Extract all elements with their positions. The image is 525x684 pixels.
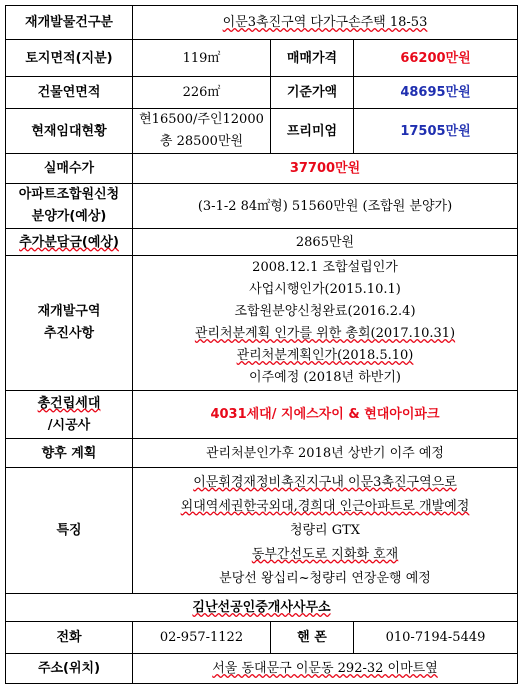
mobile-label: 핸 폰 <box>271 622 354 654</box>
apt-price-label-line2: 분양가(예상) <box>31 209 107 224</box>
apt-price-label <box>6 184 133 229</box>
building-area-label: 건물연면적 <box>6 77 133 109</box>
agency-name <box>6 594 518 622</box>
extra-charge-value: 2865만원 <box>133 229 518 256</box>
actual-cost-label: 실매수가 <box>6 154 133 184</box>
feature-item-text: 이문휘경재정비촉진지구내 이문3촉진구역으로 <box>193 474 457 490</box>
row-lease <box>6 109 518 154</box>
sale-price-value: 66200만원 <box>354 40 518 77</box>
plan-value: 관리처분인가후 2018년 상반기 이주 예정 <box>133 439 518 468</box>
premium-label: 프리미엄 <box>271 109 354 154</box>
address-label: 주소(위치) <box>6 654 133 684</box>
progress-list <box>133 256 518 391</box>
lease-line1: 현16500/주인12000 <box>139 112 264 127</box>
actual-cost-value: 37700만원 <box>133 154 518 184</box>
plan-label: 향후 계획 <box>6 439 133 468</box>
row-actual-cost <box>6 154 518 184</box>
phone-value[interactable]: 02-957-1122 <box>133 622 271 654</box>
progress-label-line2: 추진사항 <box>43 326 95 341</box>
row-property-type <box>6 6 518 40</box>
progress-item <box>135 323 515 345</box>
feature-item <box>135 495 515 519</box>
property-type-value <box>133 6 518 40</box>
feature-item: 분당선 왕십리~청량리 연장운행 예정 <box>219 570 431 586</box>
progress-item: 사업시행인가(2015.10.1) <box>249 282 401 297</box>
lease-value <box>133 109 271 154</box>
progress-label-line1: 재개발구역 <box>37 304 101 319</box>
property-type-label: 재개발물건구분 <box>6 6 133 40</box>
progress-label <box>6 256 133 391</box>
building-area-value: 226㎡ <box>133 77 271 109</box>
row-building-area <box>6 77 518 109</box>
base-price-label: 기준가액 <box>271 77 354 109</box>
apt-price-label-line1: 아파트조합원신청 <box>18 187 120 202</box>
row-plan <box>6 439 518 468</box>
sale-price-label: 매매가격 <box>271 40 354 77</box>
households-label-line1-text: 총건립세대 <box>37 395 101 411</box>
property-type-text: 이문3촉진구역 다가구손주택 18-53 <box>222 15 428 30</box>
extra-charge-label-text: 추가분담금(예상) <box>19 234 119 250</box>
progress-item: 조합원분양신청완료(2016.2.4) <box>234 304 416 319</box>
premium-value: 17505만원 <box>354 109 518 154</box>
progress-item: 이주예정 (2018년 하반기) <box>249 370 401 385</box>
row-extra-charge <box>6 229 518 256</box>
row-phone <box>6 622 518 654</box>
mobile-value[interactable]: 010-7194-5449 <box>354 622 518 654</box>
progress-item-text: 관리처분계획인가(2018.5.10) <box>236 348 414 363</box>
lease-line2: 총 28500만원 <box>159 134 244 149</box>
households-value: 4031세대/ 지에스자이 & 현대아이파크 <box>133 391 518 439</box>
feature-item: 청량리 GTX <box>289 522 361 538</box>
row-progress <box>6 256 518 391</box>
row-households <box>6 391 518 439</box>
row-apt-price <box>6 184 518 229</box>
households-label-line2: /시공사 <box>47 417 91 433</box>
row-agency <box>6 594 518 622</box>
row-land-area <box>6 40 518 77</box>
feature-item-text: 외대역세권한국외대,경희대 인근아파트로 개발예정 <box>180 498 470 514</box>
land-area-value: 119㎡ <box>133 40 271 77</box>
address-value <box>133 654 518 684</box>
progress-item: 2008.12.1 조합설립인가 <box>252 260 398 275</box>
row-address <box>6 654 518 684</box>
property-listing-table <box>5 5 518 684</box>
address-text: 서울 동대문구 이문동 292-32 이마트옆 <box>212 661 438 676</box>
base-price-value: 48695만원 <box>354 77 518 109</box>
feature-item-text: 동부간선도로 지화화 호재 <box>251 546 399 562</box>
features-label: 특징 <box>6 468 133 594</box>
phone-label: 전화 <box>6 622 133 654</box>
progress-item-text: 관리처분계획 인가를 위한 총회(2017.10.31) <box>194 326 456 341</box>
extra-charge-label <box>6 229 133 256</box>
progress-item <box>135 345 515 367</box>
apt-price-value: (3-1-2 84㎡형) 51560만원 (조합원 분양가) <box>133 184 518 229</box>
agency-name-text: 김난선공인중개사사무소 <box>192 600 331 615</box>
row-features <box>6 468 518 594</box>
households-label-line1 <box>8 393 130 415</box>
land-area-label: 토지면적(지분) <box>6 40 133 77</box>
lease-label: 현재임대현황 <box>6 109 133 154</box>
feature-item <box>135 471 515 495</box>
feature-item <box>135 543 515 567</box>
households-label <box>6 391 133 439</box>
features-list <box>133 468 518 594</box>
